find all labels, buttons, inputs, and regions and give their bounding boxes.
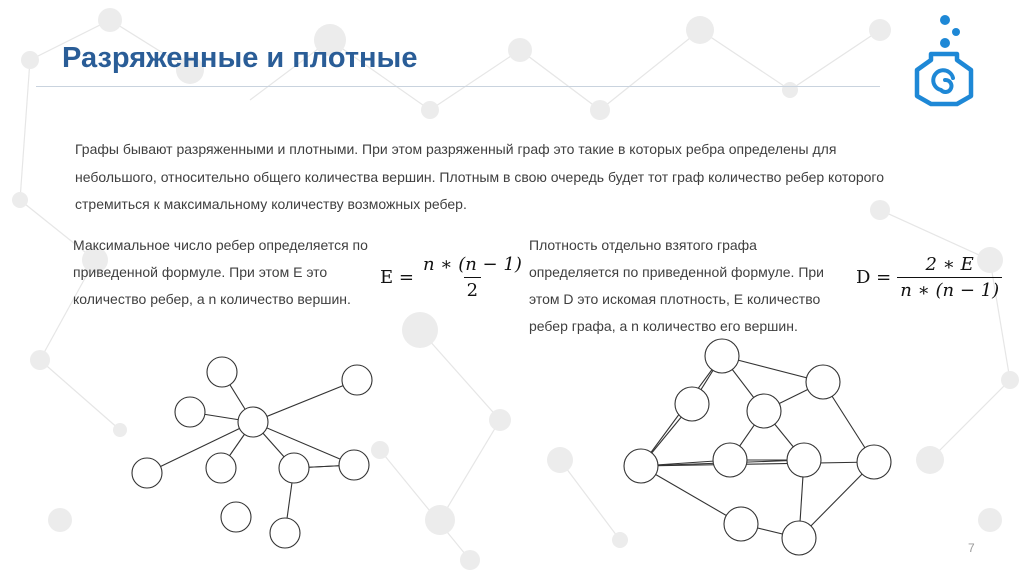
dense-graph: [624, 339, 891, 555]
formula-denominator: n ∗ (n − 1): [897, 277, 1002, 301]
dense-graph-node: [675, 387, 709, 421]
density-description: Плотность отдельно взятого графа определяется по приведенной формуле. При этом D это искомая плотность, E количество ребер графа, а n количество его вершин.: [529, 237, 825, 334]
sparse-graph-node: [279, 453, 309, 483]
formula-numerator: n ∗ (n − 1): [422, 254, 522, 275]
sparse-graph-node: [221, 502, 251, 532]
sparse-graph-node: [175, 397, 205, 427]
max-edges-description: Максимальное число ребер определяется по приведенной формуле. При этом E это количество ребер, а n количество вершин.: [73, 237, 368, 307]
slide-title: Разряженные и плотные: [62, 42, 418, 74]
formula-lhs: E =: [380, 267, 414, 288]
formula-numerator: 2 ∗ E: [925, 254, 974, 275]
formula-denominator: 2: [464, 277, 481, 301]
sparse-graph-edge: [147, 422, 253, 473]
dense-graph-node: [713, 443, 747, 477]
sparse-graph-node: [207, 357, 237, 387]
sparse-graph-node: [339, 450, 369, 480]
dense-graph-node: [705, 339, 739, 373]
intro-paragraph: Графы бывают разряженными и плотными. При этом разряженный граф это такие в которых ребра определены для небольшого, относительно общего количества вершин. Плотным в свою очередь будет тот граф количество ребер которого стремиться к максимальному количеству возможных ребер.: [75, 141, 885, 212]
dense-graph-node: [747, 394, 781, 428]
sparse-graph-node: [270, 518, 300, 548]
dense-graph-node: [624, 449, 658, 483]
sparse-graph-node: [342, 365, 372, 395]
dense-graph-node: [724, 507, 758, 541]
page-number: 7: [968, 541, 975, 555]
dense-graph-node: [806, 365, 840, 399]
dense-graph-node: [787, 443, 821, 477]
sparse-graph-node: [238, 407, 268, 437]
sparse-graph: [132, 357, 372, 548]
sparse-graph-node: [132, 458, 162, 488]
sparse-graph-edge: [253, 380, 357, 422]
dense-graph-node: [857, 445, 891, 479]
sparse-graph-node: [206, 453, 236, 483]
formula-lhs: D =: [856, 267, 892, 288]
dense-graph-node: [782, 521, 816, 555]
